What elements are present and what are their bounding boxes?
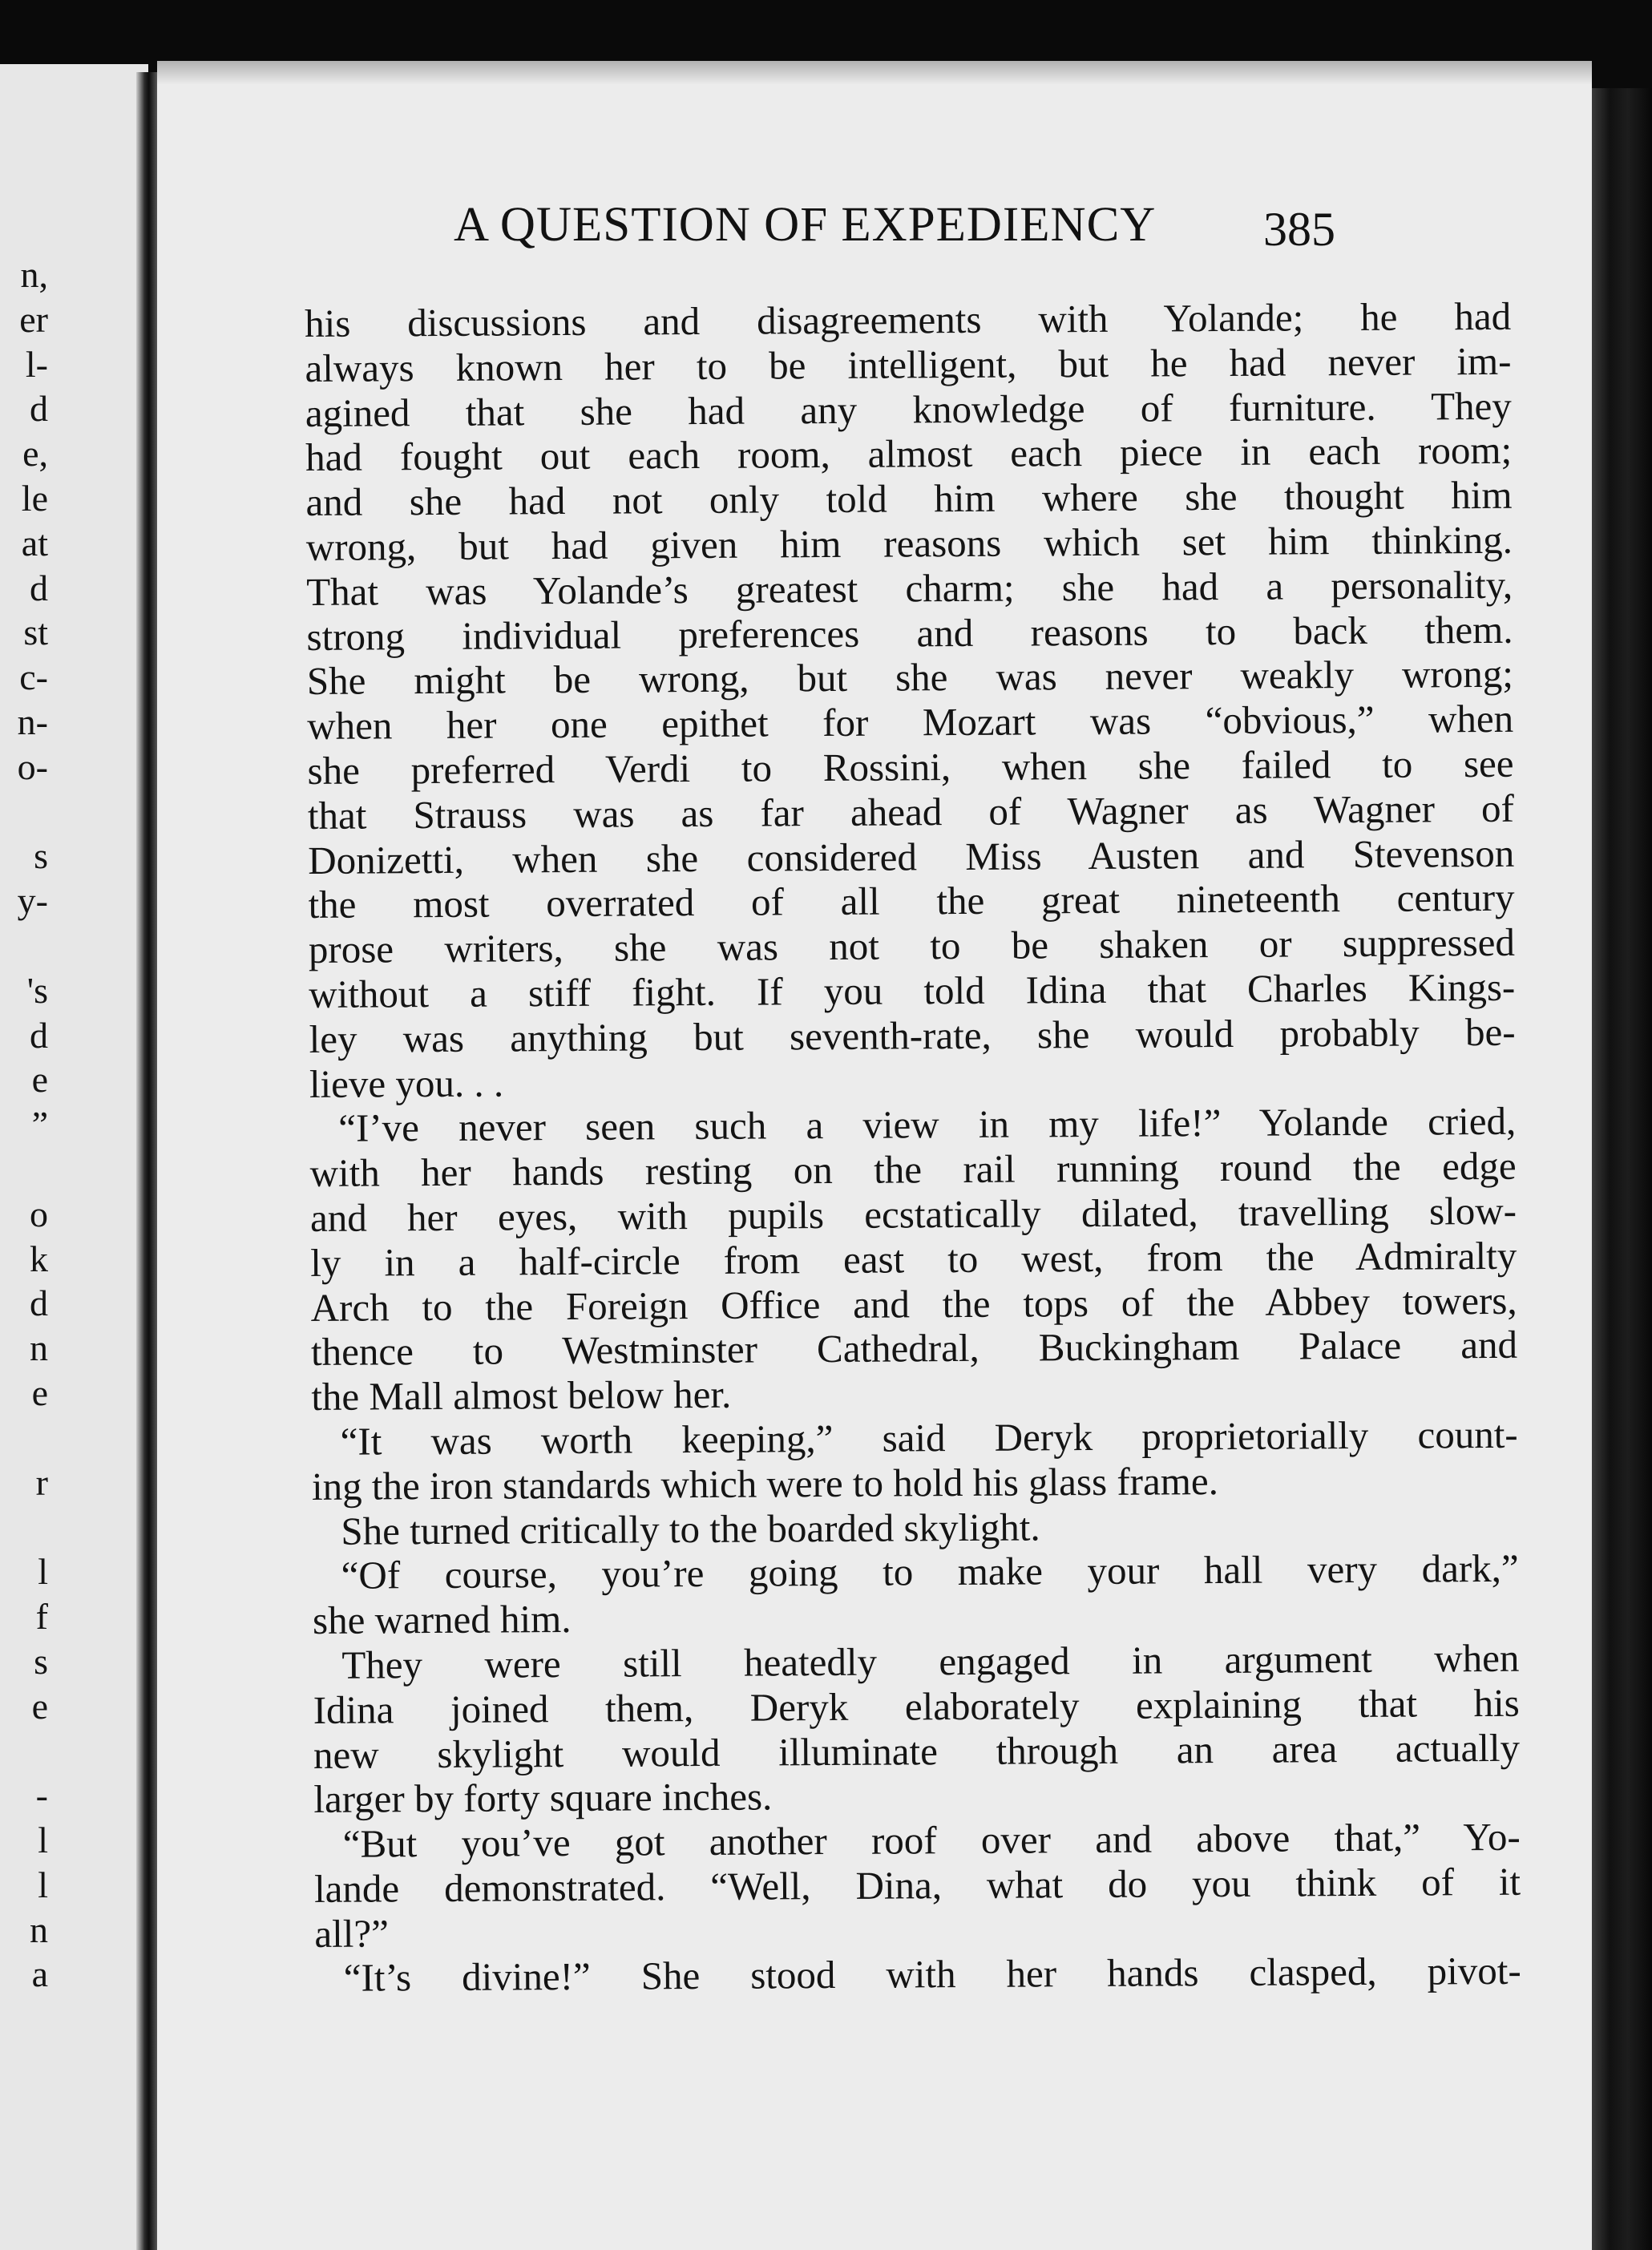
previous-page-fragment: - [35,1775,48,1816]
text-line: the Mall almost below her. [311,1371,732,1420]
page-edge-right [1592,88,1652,2250]
previous-page-fragment: n, [20,254,48,295]
text-line: with her hands resting on the rail running round the edge [309,1143,1517,1196]
text-line: agined that she had any knowledge of furniture. They [305,383,1512,435]
text-line: “But you’ve got another roof over and above that,” Yo- [342,1814,1521,1866]
text-line: ing the iron standards which were to hold his glass frame. [311,1458,1219,1509]
text-line: prose writers, she was not to be shaken or suppressed [308,919,1516,972]
text-line: thence to Westminster Cathedral, Buckingham Palace and [310,1323,1518,1375]
previous-page-fragment: d [30,388,48,430]
previous-page-fragment: n- [17,701,48,742]
previous-page-fragment: o [30,1193,48,1234]
previous-page-fragment: at [21,522,48,564]
text-line: she preferred Verdi to Rossini, when she failed to see [307,741,1514,793]
previous-page-fragment: y- [17,880,48,922]
text-line: new skylight would illuminate through an area actually [313,1725,1521,1777]
page-header [157,181,1592,261]
text-line: when her one epithet for Mozart was “obvious,” when [307,696,1514,749]
previous-page-fragment: s [34,835,48,877]
text-line: larger by forty square inches. [313,1774,773,1822]
text-line: wrong, but had given him reasons which set him thinking. [305,517,1513,569]
text-line: Donizetti, when she considered Miss Austen and Stevenson [308,830,1515,883]
previous-page-fragment: s [34,1640,48,1682]
previous-page-fragment: e [31,1685,48,1727]
page-number: 385 [1263,203,1335,256]
previous-page-fragment: e, [22,433,48,475]
previous-page-fragment: 's [26,969,48,1011]
previous-page-fragment: c- [19,656,48,698]
previous-page-fragment: o- [17,745,48,787]
text-line: “I’ve never seen such a view in my life!” Yolande cried, [338,1099,1517,1151]
previous-page-fragment: le [21,478,48,519]
previous-page-fragment: l- [25,343,48,385]
text-line: “It’s divine!” She stood with her hands clasped, pivot- [343,1949,1521,2001]
previous-page-fragment: a [31,1953,48,1995]
page-body-text [305,294,1521,2001]
text-line: strong individual preferences and reasons to back them. [306,607,1513,659]
text-line: She turned critically to the boarded skylight. [341,1504,1040,1553]
text-line: lande demonstrated. “Well, Dina, what do you think of it [313,1859,1521,1911]
previous-page-fragment: l [38,1864,48,1905]
text-line: always known her to be intelligent, but he had never im- [305,338,1512,390]
running-head: A QUESTION OF EXPEDIENCY [454,198,1157,252]
text-line: “It was worth keeping,” said Deryk proprietorially count- [340,1412,1518,1464]
text-line: ley was anything but seventh-rate, she would probably be- [309,1009,1516,1061]
previous-page-fragment: ” [31,1104,48,1145]
book-gutter [136,72,157,2250]
text-line: all?” [314,1911,390,1956]
previous-page-fragment: f [35,1596,48,1637]
previous-page-fragment: r [35,1461,48,1503]
text-line: she warned him. [312,1597,572,1643]
previous-page-fragment: e [31,1372,48,1413]
text-line: the most overrated of all the great nineteenth century [308,875,1515,927]
text-line: That was Yolande’s greatest charm; she had a personality, [306,562,1513,614]
previous-page-fragment: d [30,1014,48,1056]
text-line: and she had not only told him where she thought him [305,472,1513,525]
previous-page-fragment: st [23,612,48,653]
text-line: Arch to the Foreign Office and the tops of the Abbey towers, [310,1278,1517,1330]
previous-page-fragment: l [38,1551,48,1593]
previous-page-fragment: er [19,298,48,340]
text-line: They were still heatedly engaged in argument when [341,1635,1520,1687]
text-line: and her eyes, with pupils ecstatically dilated, travelling slow- [309,1188,1517,1240]
previous-page-fragment: l [38,1820,48,1860]
previous-page-fragment: k [30,1238,48,1279]
previous-page-fragment: e [31,1059,48,1101]
page-top-shadow [157,61,1592,85]
text-line: had fought out each room, almost each piece in each room; [305,428,1513,480]
text-line: lieve you. . . [309,1060,504,1106]
text-line: without a stiff fight. If you told Idina that Charles Kings- [309,964,1516,1016]
previous-page-fragment: d [30,1283,48,1324]
previous-page-fragment: d [30,567,48,608]
previous-page-fragment: n [30,1327,48,1369]
text-line: Idina joined them, Deryk elaborately explaining that his [313,1680,1520,1732]
text-line: ly in a half-circle from east to west, from the Admiralty [310,1233,1517,1285]
text-line: that Strauss was as far ahead of Wagner as Wagner of [307,786,1515,838]
text-line: She might be wrong, but she was never weakly wrong; [306,652,1514,704]
text-line: his discussions and disagreements with Yolande; he had [305,293,1512,345]
previous-page-edge [0,64,148,2250]
text-line: “Of course, you’re going to make your hall very dark,” [341,1546,1519,1598]
book-page [157,61,1592,2250]
previous-page-fragment: n [30,1909,48,1950]
